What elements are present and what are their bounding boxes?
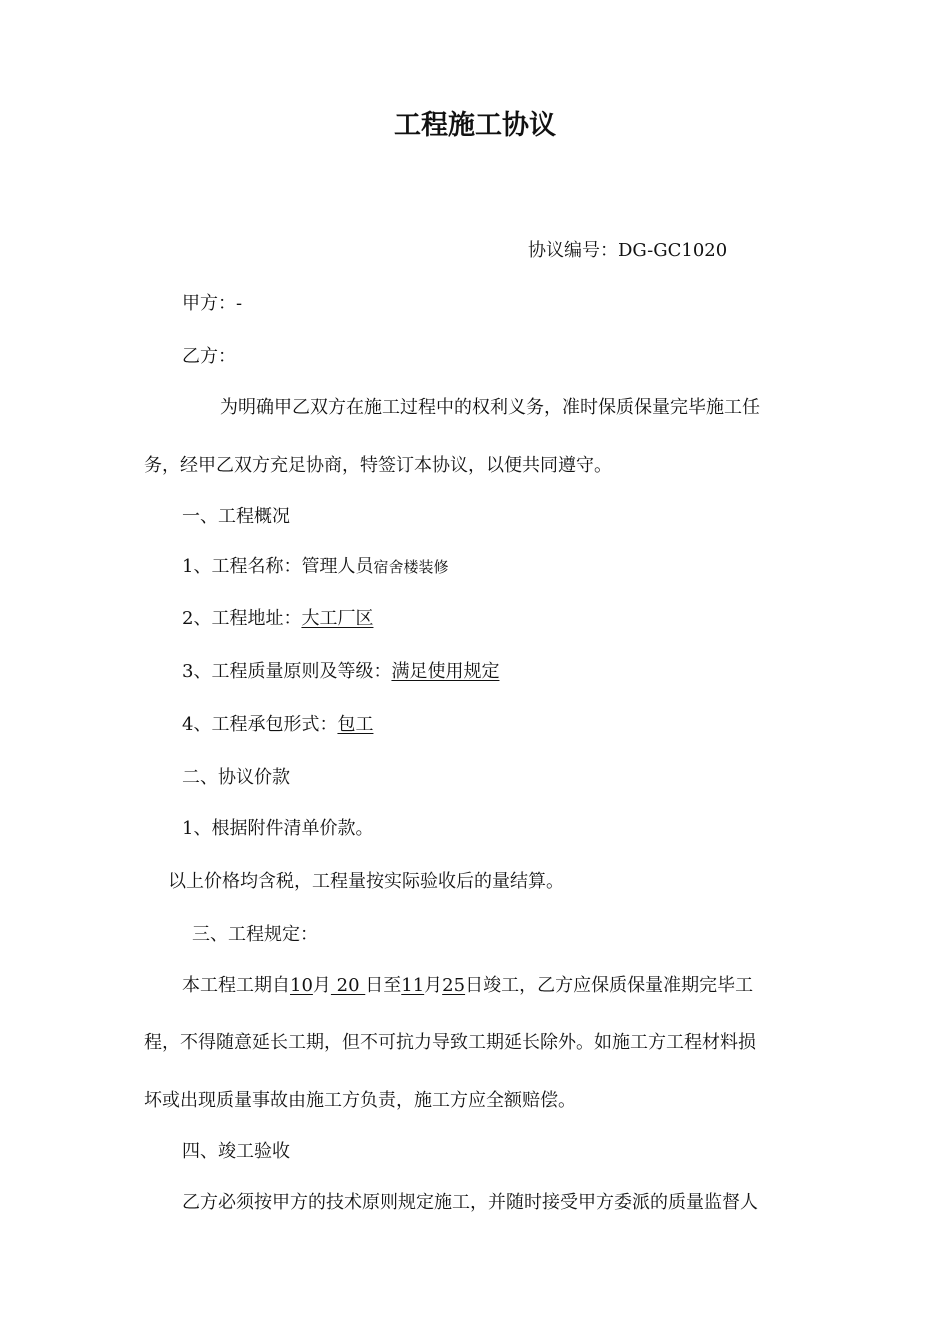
section-1-heading: 一、工程概况	[182, 506, 290, 527]
project-name-label: 1、工程名称：管理人员	[182, 556, 374, 577]
intro-line-1: 为明确甲乙双方在施工过程中的权利义务，准时保质保量完毕施工任	[220, 397, 760, 418]
contract-form-value: 包工	[337, 714, 374, 735]
section-2-heading: 二、协议价款	[182, 767, 290, 788]
contract-form-row	[182, 713, 373, 737]
schedule-line-1	[182, 974, 753, 998]
price-item-1: 1、根据附件清单价款。	[182, 818, 374, 839]
agreement-number: 协议编号：DG-GC1020	[528, 240, 728, 261]
section-4-heading: 四、竣工验收	[182, 1141, 290, 1162]
end-month: 11	[401, 975, 425, 996]
start-month: 10	[290, 975, 313, 996]
acceptance-line-1: 乙方必须按甲方的技术原则规定施工，并随时接受甲方委派的质量监督人	[182, 1192, 758, 1213]
party-a: 甲方：-	[182, 293, 243, 314]
schedule-line-3: 坏或出现质量事故由施工方负责，施工方应全额赔偿。	[144, 1090, 576, 1111]
quality-standard-value: 满足使用规定	[391, 661, 500, 682]
schedule-prefix: 本工程工期自	[182, 975, 290, 996]
schedule-rest: 日竣工，乙方应保质保量准期完毕工	[465, 975, 754, 996]
project-address-row	[182, 607, 373, 631]
project-name-row	[182, 555, 448, 579]
month-char-1: 月	[312, 975, 331, 996]
price-note: 以上价格均含税，工程量按实际验收后的量结算。	[168, 871, 564, 892]
intro-line-2: 务，经甲乙双方充足协商，特签订本协议，以便共同遵守。	[144, 455, 612, 476]
document-title: 工程施工协议	[394, 110, 556, 141]
month-char-2: 月	[424, 975, 443, 996]
project-address-value: 大工厂区	[301, 608, 374, 629]
contract-form-label: 4、工程承包形式：	[182, 714, 338, 735]
end-day: 25	[442, 975, 466, 996]
quality-standard-label: 3、工程质量原则及等级：	[182, 661, 392, 682]
schedule-line-2: 程，不得随意延长工期，但不可抗力导致工期延长除外。如施工方工程材料损	[144, 1032, 756, 1053]
start-day: 20	[330, 975, 366, 996]
project-address-label: 2、工程地址：	[182, 608, 302, 629]
day-to-text: 日至	[365, 975, 402, 996]
party-b: 乙方：	[182, 346, 236, 367]
quality-standard-row	[182, 660, 499, 684]
project-name-value: 宿舍楼装修	[373, 558, 449, 576]
section-3-heading: 三、工程规定：	[192, 924, 318, 945]
